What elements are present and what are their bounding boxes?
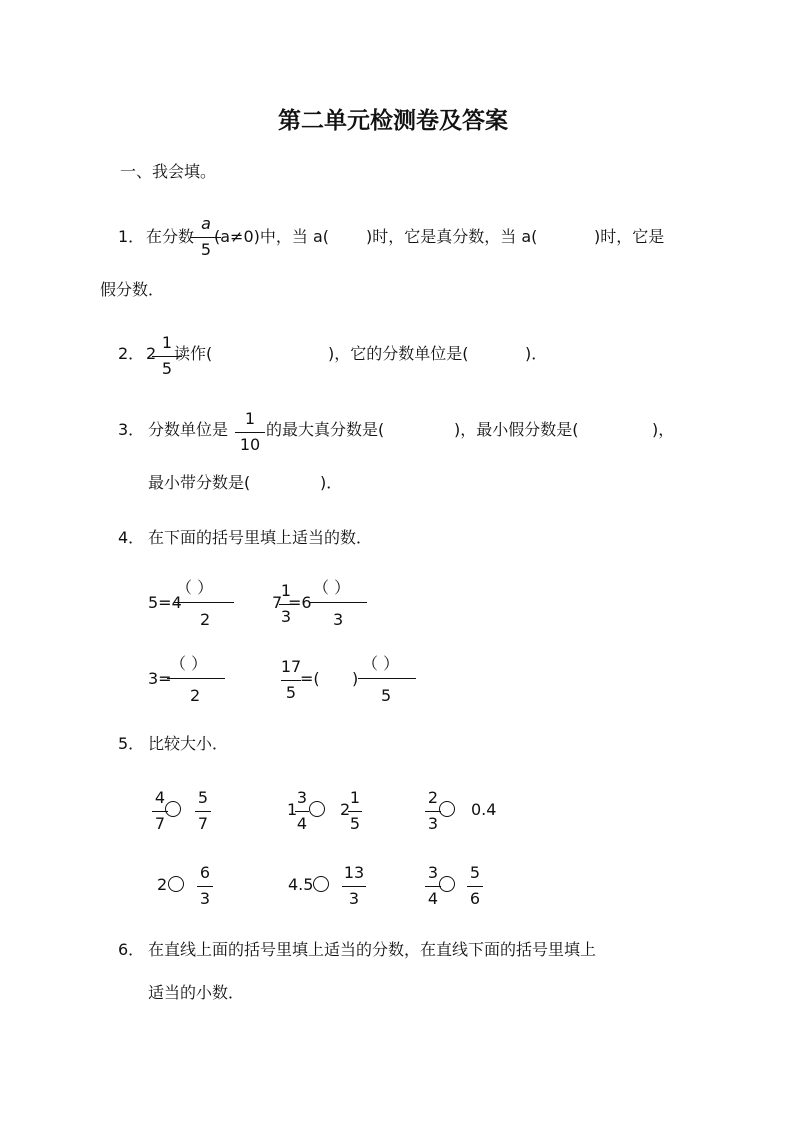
q3-line2: 最小带分数是( [148, 473, 251, 492]
q2-fraction-denominator: 5 [161, 359, 173, 378]
q4d-equals: =( [300, 669, 320, 688]
q3-text-mid2: )，最小假分数是( [454, 420, 579, 439]
q4d-close: ) [352, 669, 359, 688]
q1-text-end: )时，它是 [594, 227, 665, 246]
section-heading: 一、我会填。 [120, 162, 217, 181]
q3-number: 3． [118, 420, 145, 439]
numerator: 3 [427, 863, 439, 882]
q4b-denominator: 3 [333, 610, 344, 629]
q3-text-pre: 分数单位是 [148, 420, 229, 439]
q5r2-a-value: 2 [157, 875, 168, 894]
numerator: 6 [199, 863, 211, 882]
q3-text-end: )， [652, 420, 675, 439]
q4a-numerator-blank: （ ） [176, 578, 214, 597]
q4c-numerator-blank: （ ） [170, 654, 208, 673]
q6-continuation: 适当的小数． [148, 983, 245, 1002]
q1-continuation: 假分数． [100, 280, 165, 299]
fraction-bar [195, 811, 211, 812]
q1-fraction-numerator: a [201, 214, 211, 233]
fraction-bar [197, 886, 213, 887]
q4d-fraction-numerator: 17 [280, 657, 302, 676]
numerator: 1 [349, 788, 361, 807]
denominator: 7 [197, 814, 209, 833]
denominator: 4 [296, 814, 308, 833]
fraction-bar [174, 602, 234, 603]
q4d-fraction-denominator: 5 [285, 683, 297, 702]
q4c-denominator: 2 [190, 686, 201, 705]
compare-circle [439, 801, 455, 817]
denominator: 7 [154, 814, 166, 833]
q3-line2-end: )． [320, 473, 343, 492]
q2-fraction-numerator: 1 [161, 333, 173, 352]
q5-text: 比较大小． [148, 734, 229, 753]
compare-circle [309, 801, 325, 817]
denominator: 4 [427, 889, 439, 908]
fraction-bar [235, 432, 265, 433]
compare-circle [439, 876, 455, 892]
fraction-bar [467, 886, 483, 887]
q5r2-c-value: 4.5 [288, 875, 314, 894]
q1-text-mid: )时，它是真分数，当 a( [366, 227, 538, 246]
q3-text-mid1: 的最大真分数是( [266, 420, 385, 439]
denominator: 5 [349, 814, 361, 833]
q2-number: 2． [118, 344, 145, 363]
q3-fraction-denominator: 10 [239, 435, 261, 454]
fraction-bar [295, 811, 309, 812]
q4d-numerator-blank: （ ） [362, 654, 400, 673]
q1-condition: (a≠0)中，当 a( [214, 227, 330, 246]
q1-number: 1． [118, 227, 145, 246]
fraction-bar [348, 811, 362, 812]
q4-number: 4． [118, 528, 145, 547]
fraction-bar [309, 602, 367, 603]
q4a-left: 5=4 [148, 593, 182, 612]
q5r1-f-value: 0.4 [471, 800, 497, 819]
denominator: 6 [469, 889, 481, 908]
numerator: 3 [296, 788, 308, 807]
denominator: 3 [348, 889, 360, 908]
q4b-numerator-blank: （ ） [313, 578, 351, 597]
page-title: 第二单元检测卷及答案 [278, 108, 508, 134]
denominator: 3 [427, 814, 439, 833]
compare-circle [168, 876, 184, 892]
q1-fraction-denominator: 5 [200, 240, 212, 259]
compare-circle [165, 801, 181, 817]
q4b-equals: =6 [288, 593, 312, 612]
q5-number: 5． [118, 734, 145, 753]
q2-text: 读作( [174, 344, 213, 363]
q6-text: 在直线上面的括号里填上适当的分数，在直线下面的括号里填上 [148, 940, 597, 959]
q4c-left: 3= [148, 669, 172, 688]
q4b-fraction-numerator: 1 [280, 581, 292, 600]
q4a-denominator: 2 [200, 610, 211, 629]
fraction-bar [167, 678, 225, 679]
q2-text-end: )． [525, 344, 548, 363]
fraction-bar [281, 680, 301, 681]
numerator: 4 [154, 788, 166, 807]
q5r1-d-whole: 2 [340, 800, 351, 819]
denominator: 3 [199, 889, 211, 908]
q3-fraction-numerator: 1 [244, 409, 256, 428]
q2-whole: 2 [146, 344, 157, 363]
compare-circle [313, 876, 329, 892]
q4-text: 在下面的括号里填上适当的数． [148, 528, 373, 547]
q1-text-pre: 在分数 [146, 227, 195, 246]
q2-text-mid: )，它的分数单位是( [328, 344, 469, 363]
q4d-denominator: 5 [381, 686, 392, 705]
q5r1-c-whole: 1 [287, 800, 298, 819]
numerator: 2 [427, 788, 439, 807]
q4b-whole: 7 [272, 593, 283, 612]
numerator: 5 [469, 863, 481, 882]
numerator: 5 [197, 788, 209, 807]
fraction-bar [358, 678, 416, 679]
q6-number: 6． [118, 940, 145, 959]
q4b-fraction-denominator: 3 [280, 607, 292, 626]
fraction-bar [342, 886, 366, 887]
numerator: 13 [343, 863, 365, 882]
